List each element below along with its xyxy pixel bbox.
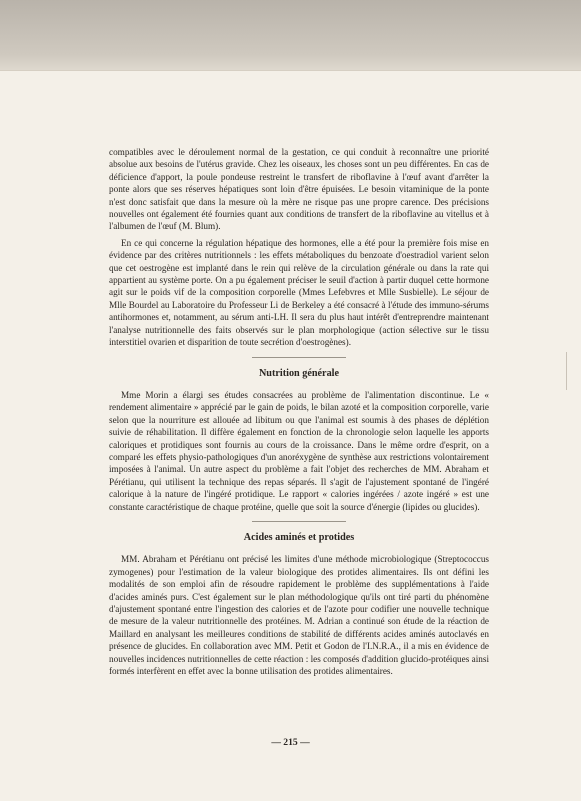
page-number: — 215 —: [271, 737, 310, 748]
paragraph-intro-2: En ce qui concerne la régulation hépatique des hormones, elle a été pour la première fois mise en évidence par des critères nutritionnels : les effets métaboliques du benzoate d'oestradiol varient selon que cet oestrogène est implanté dans le rein qui relève de la circulation générale ou dans la rate qui appartient au système porte. On a pu également préciser le seuil d'action à partir duquel cette hormone agit sur le poids vif de la composition corporelle (Mmes Lefebvres et Mlle Susbielle). Le séjour de Mlle Bourdel au Laboratoire du Professeur Li de Berkeley a été consacré à l'étude des immuno-sérums antihormones et, notamment, au sérum anti-LH. Il sera du plus haut intérêt d'entreprendre maintenant l'analyse nutritionnelle des faits observés sur le plan morphologique (action sélective sur le tissu interstitiel ovarien et disparition de toute secrétion d'oestrogènes).: [109, 237, 489, 348]
scan-top-margin: [0, 0, 581, 78]
section-heading-acides: Acides aminés et protides: [243, 531, 355, 543]
section-heading-nutrition: Nutrition générale: [258, 367, 340, 379]
section-divider: [252, 357, 346, 358]
binding-shadow: [566, 352, 567, 390]
paragraph-nutrition: Mme Morin a élargi ses études consacrées au problème de l'alimentation discontinue. Le « rendement alimentaire » apprécié par le gain de poids, le bilan azoté et la composition corporelle, varie selon que la nourriture est allouée ad libitum ou que l'animal est soumis à des phases de déplétion suivie de réhabilitation. Il diffère également en fonction de la chronologie selon laquelle les apports caloriques et protidiques sont fournis au cours de la croissance. Dans le même ordre d'esprit, on a comparé les effets physio-pathologiques d'un anoréxygène de synthèse aux restrictions volontairement imposées à l'animal. Un autre aspect du problème a fait l'objet des recherches de MM. Abraham et Pérétianu, qui utilisent la technique des repas séparés. Il s'agit de l'ajustement spontané de l'ingéré calorique à la nature de l'ingéré protidique. Le rapport « calories ingérées / azote ingéré » est une constante caractéristique de chaque protéine, quelle que soit la source d'énergie (lipides ou glucides).: [109, 389, 489, 512]
page-body: [109, 146, 489, 681]
paragraph-acides: MM. Abraham et Pérétianu ont précisé les limites d'une méthode microbiologique (Streptococcus zymogenes) pour l'estimation de la valeur biologique des protides alimentaires. Ils ont défini les modalités de son emploi afin de résoudre rapidement le problème des supplémentations à l'aide d'acides aminés purs. C'est également sur le plan méthodologique qu'ils ont tiré parti du phénomène d'ajustement spontané entre l'ingestion des calories et de l'azote pour codifier une nouvelle technique de mesure de la valeur nutritionnelle des protéines. M. Adrian a continué son étude de la réaction de Maillard en analysant les meilleures conditions de stabilité de différents acides aminés autoclavés en présence de glucides. En collaboration avec MM. Petit et Godon de l'I.N.R.A., il a mis en évidence de nouvelles incidences nutritionnelles de cette réaction : les composés d'addition glucido-protéiques ainsi formés interfèrent en effet avec la bonne utilisation des protides alimentaires.: [109, 554, 489, 677]
paragraph-intro-1: compatibles avec le déroulement normal de la gestation, ce qui conduit à reconnaître une priorité absolue aux besoins de l'utérus gravide. Chez les oiseaux, les choses sont un peu différentes. En cas de déficience d'apport, la poule pondeuse restreint le transfert de riboflavine à l'œuf avant d'arrêter la ponte alors que ses réserves hépatiques sont loin d'être épuisées. Le besoin vitaminique de la ponte n'est donc satisfait que dans la mesure où la mère ne risque pas une propre carence. Des précisions nouvelles ont également été fournies quant aux conditions de transfert de la riboflavine au vitellus et à l'albumen de l'œuf (M. Blum).: [109, 147, 489, 232]
section-divider: [252, 521, 346, 522]
